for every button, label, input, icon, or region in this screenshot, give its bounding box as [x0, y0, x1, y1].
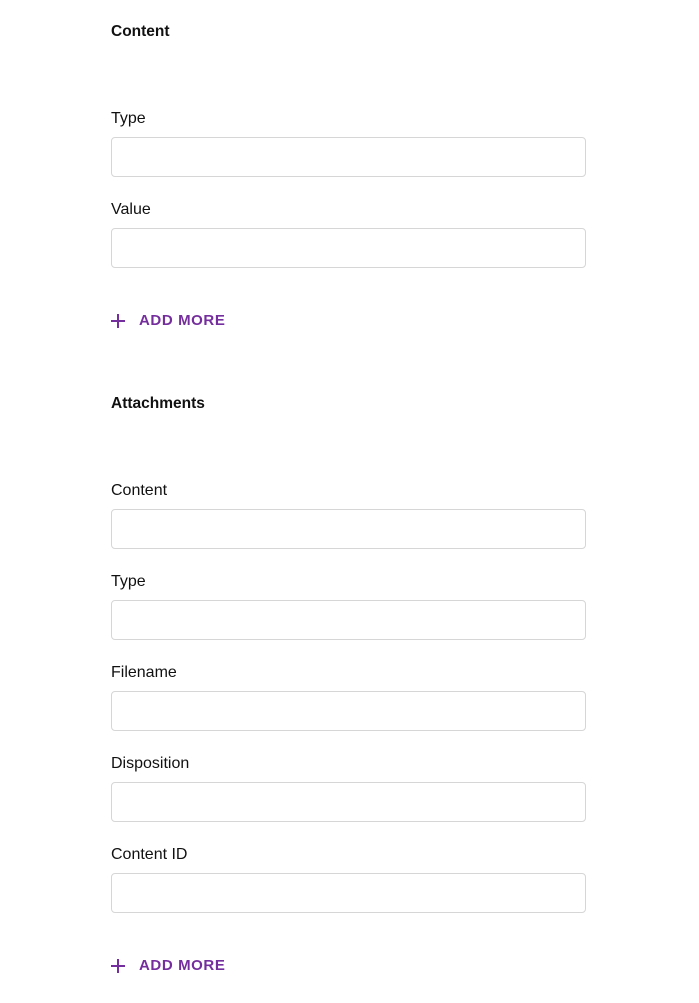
attachment-filename-input[interactable]: [111, 691, 586, 731]
section-heading-content: Content: [111, 23, 170, 40]
field-attachment-content: [111, 483, 586, 549]
attachment-type-input[interactable]: [111, 600, 586, 640]
section-content: [111, 24, 586, 330]
field-label-filename: Filename: [111, 664, 177, 681]
attachment-content-id-input[interactable]: [111, 873, 586, 913]
field-label-content: Content: [111, 482, 168, 499]
field-label-type: Type: [111, 573, 146, 590]
plus-icon: [111, 314, 125, 328]
attachment-disposition-input[interactable]: [111, 782, 586, 822]
section-heading-attachments: Attachments: [111, 395, 205, 412]
field-content-type: [111, 111, 586, 177]
field-label-content-id: Content ID: [111, 846, 188, 863]
field-attachment-disposition: [111, 756, 586, 822]
content-value-input[interactable]: [111, 228, 586, 268]
field-attachment-filename: [111, 665, 586, 731]
plus-icon: [111, 959, 125, 973]
field-label-value: Value: [111, 201, 151, 218]
field-label-disposition: Disposition: [111, 755, 190, 772]
add-more-attachments-button[interactable]: [111, 957, 225, 975]
add-more-label: ADD MORE: [139, 312, 226, 329]
field-attachment-content-id: [111, 847, 586, 913]
field-label-type: Type: [111, 110, 146, 127]
field-content-value: [111, 202, 586, 268]
section-attachments: [111, 396, 586, 975]
field-attachment-type: [111, 574, 586, 640]
attachment-content-input[interactable]: [111, 509, 586, 549]
add-more-label: ADD MORE: [139, 957, 226, 974]
add-more-content-button[interactable]: [111, 312, 225, 330]
content-type-input[interactable]: [111, 137, 586, 177]
